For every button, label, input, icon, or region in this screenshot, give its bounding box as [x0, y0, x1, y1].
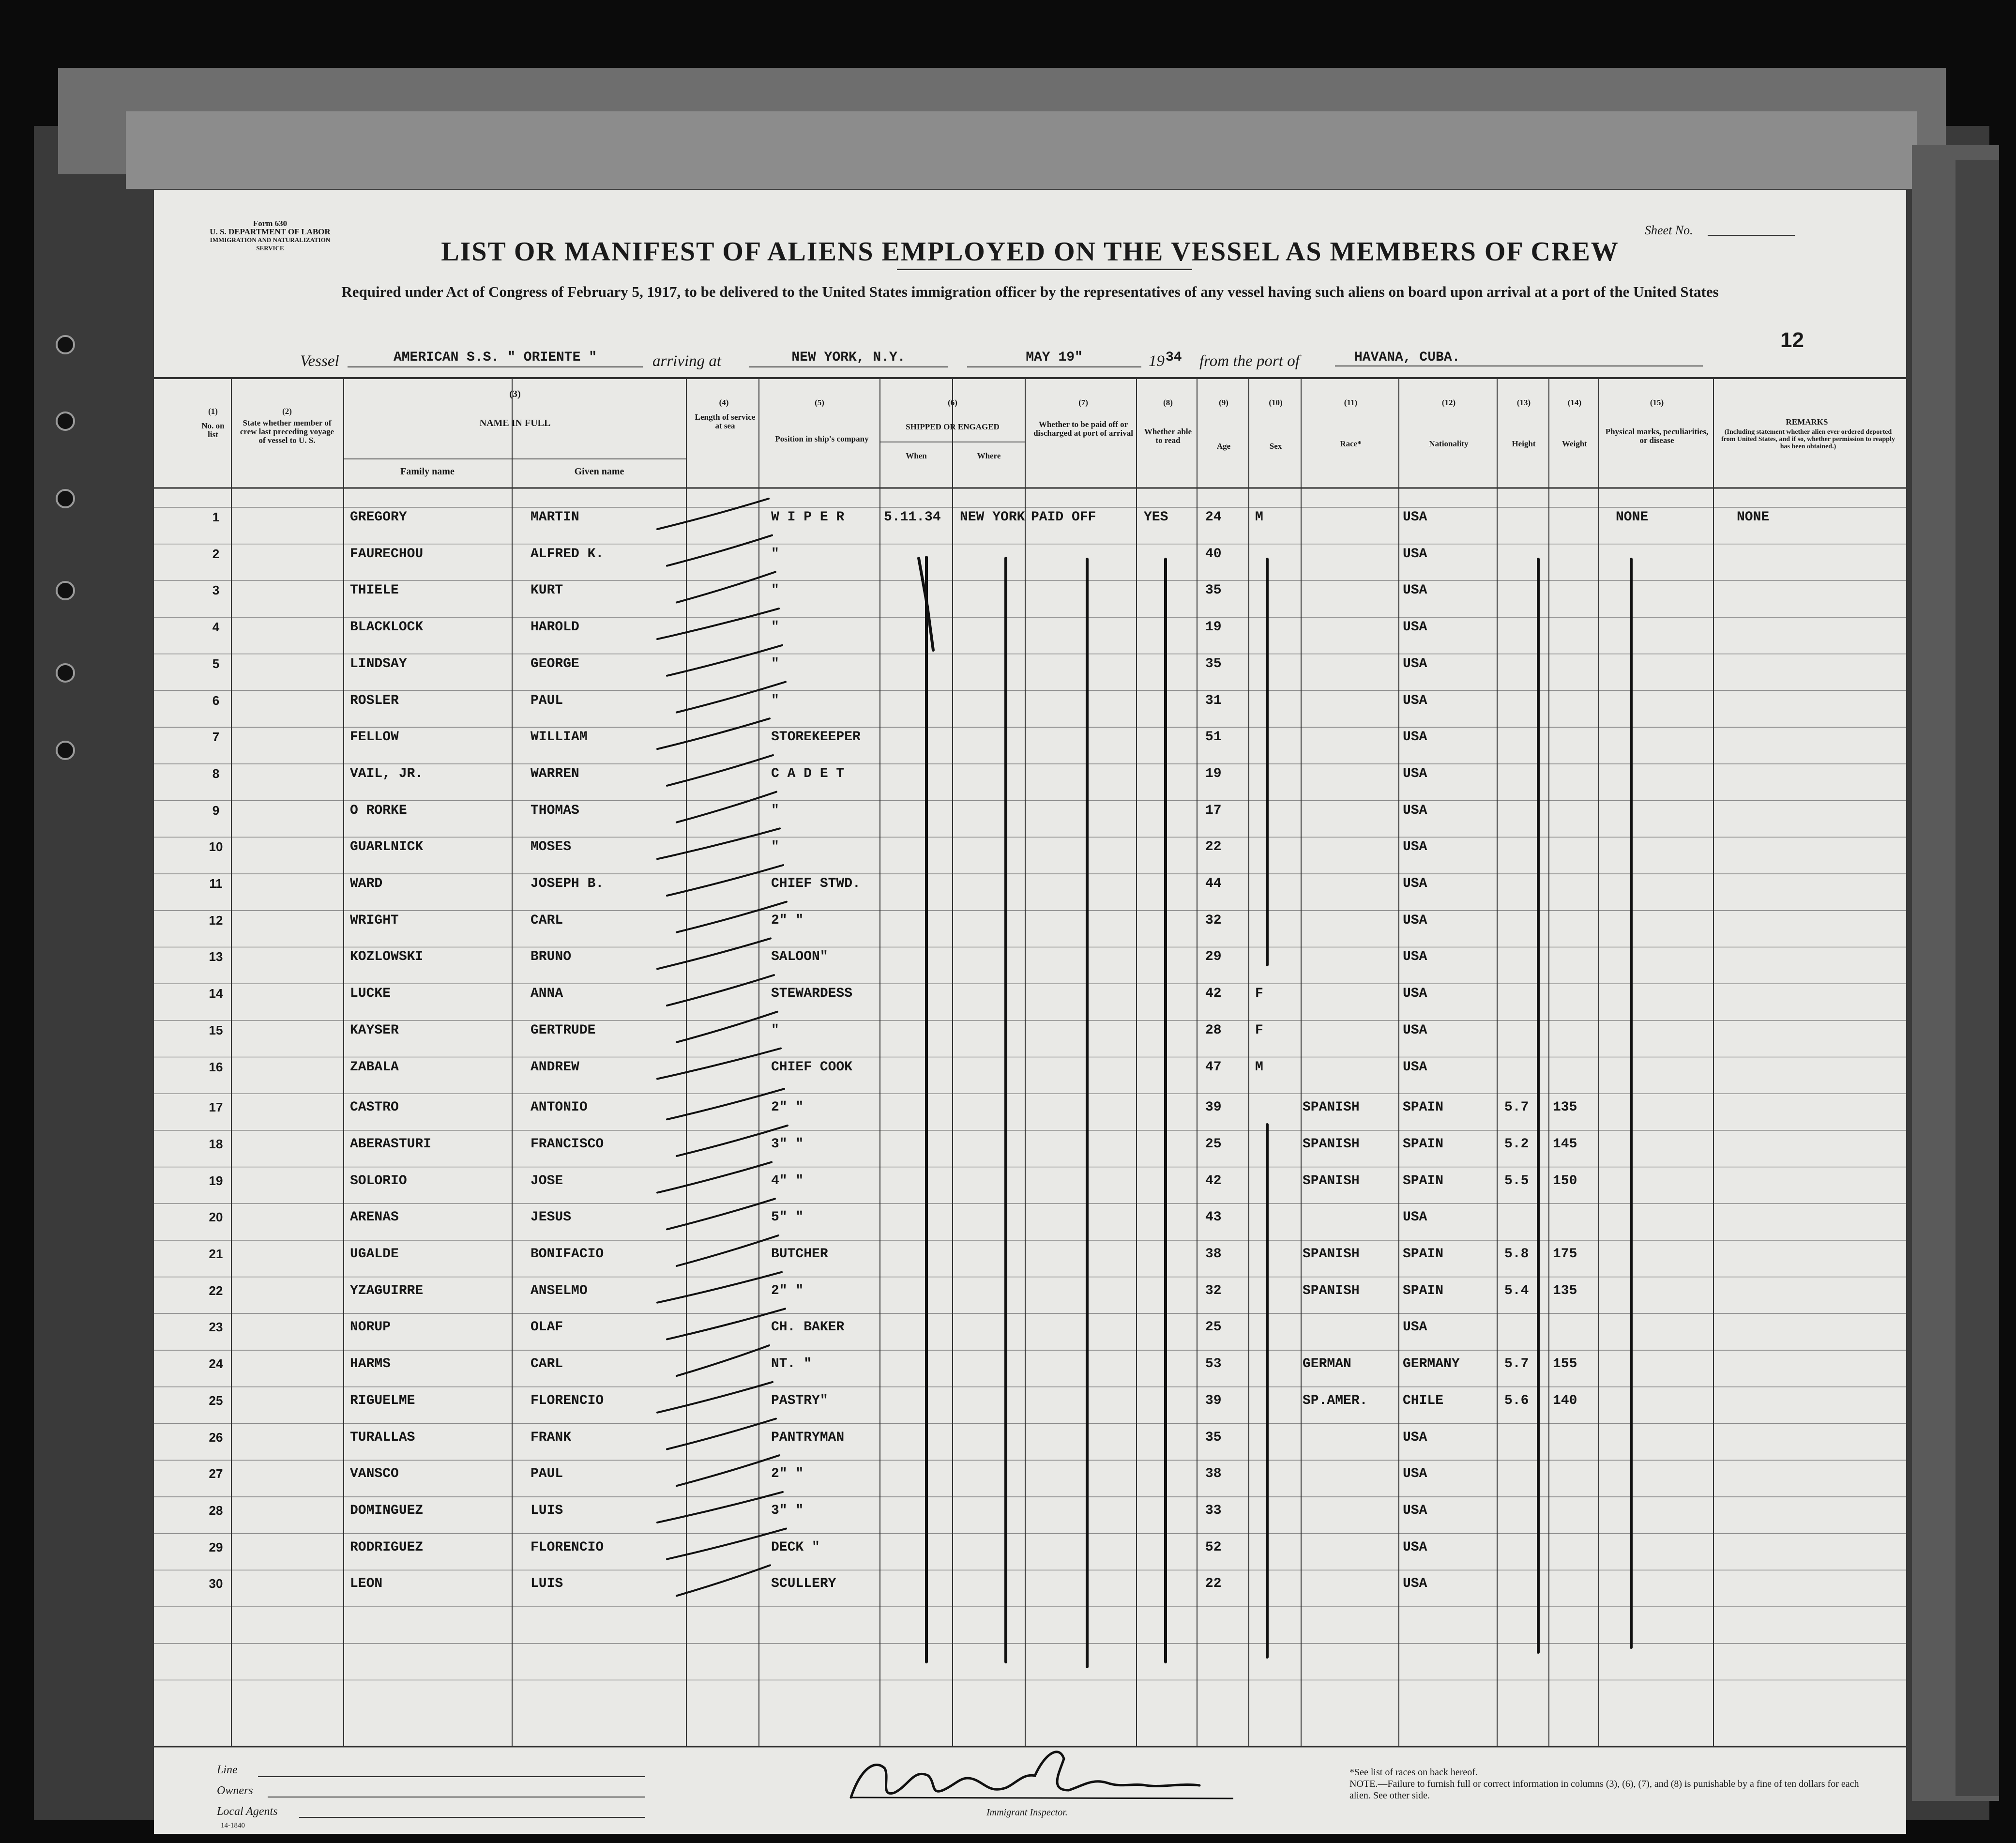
position-cell: CHIEF COOK	[771, 1059, 853, 1075]
nationality-cell: SPAIN	[1403, 1247, 1444, 1262]
position-cell: PASTRY"	[771, 1393, 828, 1408]
given-name-cell: MOSES	[531, 839, 572, 855]
position-cell: 5" "	[771, 1210, 804, 1225]
age-cell: 35	[1205, 656, 1222, 671]
race-cell: SPANISH	[1303, 1283, 1360, 1298]
race-cell: SP.AMER.	[1303, 1393, 1368, 1408]
family-name-cell: TURALLAS	[350, 1430, 415, 1445]
age-cell: 52	[1205, 1539, 1222, 1555]
length-of-service-check	[657, 828, 780, 859]
service-name: IMMIGRATION AND NATURALIZATION SERVICE	[210, 236, 331, 252]
position-cell: "	[771, 1022, 779, 1038]
race-cell: SPANISH	[1303, 1136, 1360, 1152]
position-cell: "	[771, 839, 779, 855]
age-cell: 47	[1205, 1059, 1222, 1075]
row-number: 15	[209, 1022, 223, 1037]
punch-hole	[56, 335, 75, 354]
age-cell: 39	[1205, 1100, 1222, 1115]
footer-agents-label: Local Agents	[217, 1805, 278, 1818]
row-number: 1	[212, 510, 220, 524]
length-of-service-check	[657, 938, 771, 969]
shipped-when-cell: 5.11.34	[884, 510, 941, 525]
nationality-cell: USA	[1403, 1503, 1427, 1518]
row-number: 4	[212, 620, 220, 635]
col8-header: Whether able to read	[1144, 427, 1192, 445]
length-of-service-check	[657, 1049, 781, 1079]
arrival-date: MAY 19"	[967, 350, 1141, 367]
position-cell: "	[771, 693, 779, 708]
length-of-service-check	[667, 755, 773, 786]
punch-hole	[56, 663, 75, 683]
col6b-header: Where	[977, 451, 1001, 460]
given-name-cell: LUIS	[531, 1503, 563, 1518]
length-of-service-check	[677, 572, 775, 602]
row-number: 5	[212, 656, 220, 671]
family-name-cell: GUARLNICK	[350, 839, 424, 855]
weight-cell: 175	[1553, 1247, 1577, 1262]
page-title: LIST OR MANIFEST OF ALIENS EMPLOYED ON THE VESSEL AS MEMBERS OF CREW	[441, 237, 1619, 267]
height-cell: 5.7	[1504, 1100, 1529, 1115]
family-name-cell: ARENAS	[350, 1210, 399, 1225]
row-number: 18	[209, 1136, 223, 1151]
position-cell: 2" "	[771, 1100, 804, 1115]
nationality-cell: USA	[1403, 620, 1427, 635]
arriving-at-label: arriving at	[652, 352, 722, 370]
col13-num: (13)	[1516, 398, 1531, 407]
nationality-cell: USA	[1403, 876, 1427, 891]
position-cell: 3" "	[771, 1503, 804, 1518]
length-of-service-check	[677, 1012, 777, 1042]
family-name-cell: LUCKE	[350, 986, 391, 1002]
age-cell: 17	[1205, 803, 1222, 818]
length-of-service-check	[667, 865, 783, 896]
position-cell: C A D E T	[771, 766, 845, 781]
row-number: 25	[209, 1393, 223, 1408]
length-of-service-check	[667, 535, 772, 566]
length-of-service-check	[657, 718, 770, 749]
row-number: 30	[209, 1576, 223, 1591]
row-number: 28	[209, 1503, 223, 1518]
given-name-cell: GERTRUDE	[531, 1022, 596, 1038]
nationality-cell: USA	[1403, 693, 1427, 708]
col10-num: (10)	[1269, 398, 1283, 407]
age-cell: 25	[1205, 1136, 1222, 1152]
given-name-cell: CARL	[531, 1356, 563, 1372]
nationality-cell: GERMANY	[1403, 1356, 1460, 1372]
age-cell: 38	[1205, 1466, 1222, 1482]
family-name-cell: ABERASTURI	[350, 1136, 432, 1152]
nationality-cell: USA	[1403, 656, 1427, 671]
col5-num: (5)	[815, 398, 824, 407]
row-number: 8	[212, 766, 220, 781]
nationality-cell: USA	[1403, 839, 1427, 855]
nationality-cell: USA	[1403, 1466, 1427, 1482]
form-number: Form 630	[253, 219, 288, 228]
col13-header: Height	[1512, 439, 1536, 448]
family-name-cell: BLACKLOCK	[350, 620, 424, 635]
position-cell: "	[771, 546, 779, 562]
nationality-cell: USA	[1403, 546, 1427, 562]
height-cell: 5.5	[1504, 1173, 1529, 1188]
family-name-cell: ROSLER	[350, 693, 399, 708]
sex-cell: M	[1255, 510, 1263, 525]
col4-num: (4)	[719, 398, 729, 407]
position-cell: NT. "	[771, 1356, 812, 1372]
family-name-cell: WARD	[350, 876, 383, 891]
age-cell: 35	[1205, 1430, 1222, 1445]
family-name-cell: WRIGHT	[350, 913, 399, 928]
given-name-cell: ANNA	[531, 986, 563, 1002]
length-of-service-check	[667, 975, 774, 1005]
family-name-cell: KAYSER	[350, 1022, 399, 1038]
row-number: 17	[209, 1100, 223, 1115]
height-cell: 5.6	[1504, 1393, 1529, 1408]
age-cell: 42	[1205, 986, 1222, 1002]
nationality-cell: USA	[1403, 1539, 1427, 1555]
row-number: 29	[209, 1539, 223, 1554]
manifest-sheet	[154, 190, 1906, 1834]
length-of-service-check	[677, 792, 776, 822]
position-cell: DECK "	[771, 1539, 820, 1555]
penalty-note: NOTE.—Failure to furnish full or correct information in columns (3), (6), (7), and (8) is punishable by a fine of ten dollars for each alien. See other side.	[1349, 1779, 1859, 1801]
col12-header: Nationality	[1429, 439, 1469, 448]
position-cell: "	[771, 620, 779, 635]
page-number: 12	[1780, 328, 1804, 352]
family-name-cell: UGALDE	[350, 1247, 399, 1262]
family-name-cell: LEON	[350, 1576, 383, 1592]
age-cell: 32	[1205, 1283, 1222, 1298]
family-name-cell: LINDSAY	[350, 656, 407, 671]
given-name-cell: PAUL	[531, 1466, 563, 1482]
age-cell: 43	[1205, 1210, 1222, 1225]
given-name-cell: KURT	[531, 583, 563, 598]
arriving-at-value: NEW YORK, N.Y.	[749, 350, 948, 367]
nationality-cell: USA	[1403, 949, 1427, 965]
position-cell: 2" "	[771, 1283, 804, 1298]
length-of-service-check	[667, 645, 782, 676]
family-name-cell: FELLOW	[350, 730, 399, 745]
given-name-cell: BONIFACIO	[531, 1247, 604, 1262]
row-number: 26	[209, 1430, 223, 1445]
sex-cell: F	[1255, 1022, 1263, 1038]
nationality-cell: USA	[1403, 1430, 1427, 1445]
family-name-cell: NORUP	[350, 1320, 391, 1335]
sheet-no-label: Sheet No.	[1645, 223, 1693, 237]
vessel-label: Vessel	[300, 352, 339, 370]
row-number: 7	[212, 730, 220, 745]
col3-num: (3)	[509, 389, 521, 399]
given-name-cell: LUIS	[531, 1576, 563, 1592]
footer-line-label: Line	[217, 1764, 238, 1776]
punch-hole	[56, 489, 75, 508]
page-stack-edge-inner	[126, 111, 1917, 189]
position-cell: "	[771, 656, 779, 671]
length-of-service-check	[677, 902, 787, 932]
col4-header: Length of service at sea	[695, 412, 756, 430]
family-name-cell: CASTRO	[350, 1100, 399, 1115]
punch-hole	[56, 411, 75, 431]
given-name-cell: THOMAS	[531, 803, 579, 818]
row-number: 13	[209, 949, 223, 964]
able-to-read-cell: YES	[1144, 510, 1168, 525]
paid-off-cell: PAID OFF	[1031, 510, 1096, 525]
vessel-name: AMERICAN S.S. " ORIENTE "	[348, 350, 643, 367]
col7-num: (7)	[1078, 398, 1088, 407]
col9-num: (9)	[1219, 398, 1228, 407]
position-cell: SALOON"	[771, 949, 828, 965]
col5-header: Position in ship's company	[775, 434, 869, 443]
family-name-cell: DOMINGUEZ	[350, 1503, 424, 1518]
height-cell: 5.4	[1504, 1283, 1529, 1298]
given-name-cell: OLAF	[531, 1320, 563, 1335]
page-subtitle: Required under Act of Congress of February 5, 1917, to be delivered to the United States immigration officer by the representatives of any vessel having such aliens on board upon arrival at a port of the United States	[341, 283, 1719, 300]
position-cell: 2" "	[771, 913, 804, 928]
year-suffix: 34	[1166, 350, 1182, 365]
position-cell: STOREKEEPER	[771, 730, 861, 745]
col6-header: SHIPPED OR ENGAGED	[906, 422, 1000, 431]
year-prefix: 19	[1149, 352, 1165, 370]
weight-cell: 150	[1553, 1173, 1577, 1188]
given-name-cell: ANDREW	[531, 1059, 579, 1075]
col16-header: REMARKS	[1786, 417, 1828, 426]
col16-subheader: (Including statement whether alien ever ordered deported from United States, and if so, whether permission to reapply has been obtained.)	[1721, 428, 1895, 450]
col1-header: No. on list	[201, 421, 225, 439]
height-cell: 5.8	[1504, 1247, 1529, 1262]
nationality-cell: USA	[1403, 1022, 1427, 1038]
given-name-cell: JOSE	[531, 1173, 563, 1188]
age-cell: 53	[1205, 1356, 1222, 1372]
position-cell: W I P E R	[771, 510, 845, 525]
row-number: 20	[209, 1210, 223, 1225]
col11-num: (11)	[1344, 398, 1358, 407]
position-cell: PANTRYMAN	[771, 1430, 845, 1445]
given-name-cell: PAUL	[531, 693, 563, 708]
given-name-cell: MARTIN	[531, 510, 579, 525]
nationality-cell: USA	[1403, 986, 1427, 1002]
row-number: 22	[209, 1283, 223, 1298]
row-number: 16	[209, 1059, 223, 1074]
race-cell: SPANISH	[1303, 1173, 1360, 1188]
weight-cell: 155	[1553, 1356, 1577, 1372]
nationality-cell: SPAIN	[1403, 1173, 1444, 1188]
given-name-cell: BRUNO	[531, 949, 572, 965]
given-name-cell: GEORGE	[531, 656, 579, 671]
family-name-cell: ZABALA	[350, 1059, 399, 1075]
family-name-cell: RODRIGUEZ	[350, 1539, 424, 1555]
given-name-cell: JOSEPH B.	[531, 876, 604, 891]
age-cell: 35	[1205, 583, 1222, 598]
col3a-header: Family name	[400, 466, 455, 477]
family-name-cell: VAIL, JR.	[350, 766, 424, 781]
age-cell: 22	[1205, 839, 1222, 855]
nationality-cell: SPAIN	[1403, 1100, 1444, 1115]
position-cell: CHIEF STWD.	[771, 876, 861, 891]
row-number: 2	[212, 546, 220, 561]
nationality-cell: USA	[1403, 1059, 1427, 1075]
position-cell: 3" "	[771, 1136, 804, 1152]
col1-num: (1)	[208, 407, 218, 416]
footer-line-blank	[258, 1776, 645, 1777]
col6a-header: When	[906, 451, 927, 460]
family-name-cell: VANSCO	[350, 1466, 399, 1482]
family-name-cell: KOZLOWSKI	[350, 949, 424, 965]
weight-cell: 140	[1553, 1393, 1577, 1408]
position-cell: "	[771, 583, 779, 598]
family-name-cell: O RORKE	[350, 803, 407, 818]
nationality-cell: SPAIN	[1403, 1136, 1444, 1152]
col8-num: (8)	[1163, 398, 1173, 407]
family-name-cell: HARMS	[350, 1356, 391, 1372]
row-number: 10	[209, 839, 223, 854]
footer-agents-blank	[299, 1817, 645, 1818]
col14-num: (14)	[1567, 398, 1582, 407]
row-number: 24	[209, 1356, 223, 1371]
nationality-cell: USA	[1403, 583, 1427, 598]
inspector-label: Immigrant Inspector.	[986, 1807, 1068, 1818]
height-cell: 5.2	[1504, 1136, 1529, 1152]
age-cell: 32	[1205, 913, 1222, 928]
footer-form-code: 14-1840	[221, 1822, 245, 1829]
nationality-cell: SPAIN	[1403, 1283, 1444, 1298]
age-cell: 42	[1205, 1173, 1222, 1188]
col12-num: (12)	[1441, 398, 1456, 407]
family-name-cell: GREGORY	[350, 510, 407, 525]
nationality-cell: CHILE	[1403, 1393, 1444, 1408]
age-cell: 22	[1205, 1576, 1222, 1592]
given-name-cell: FLORENCIO	[531, 1393, 604, 1408]
row-number: 12	[209, 913, 223, 928]
given-name-cell: CARL	[531, 913, 563, 928]
given-name-cell: ALFRED K.	[531, 546, 604, 562]
row-number: 9	[212, 803, 220, 818]
family-name-cell: SOLORIO	[350, 1173, 407, 1188]
age-cell: 38	[1205, 1247, 1222, 1262]
punch-hole	[56, 581, 75, 600]
position-cell: 2" "	[771, 1466, 804, 1482]
given-name-cell: ANSELMO	[531, 1283, 588, 1298]
age-cell: 44	[1205, 876, 1222, 891]
col14-header: Weight	[1562, 439, 1587, 448]
col2-header: State whether member of crew last preceding voyage of vessel to U. S.	[240, 418, 334, 445]
nationality-cell: USA	[1403, 510, 1427, 525]
age-cell: 28	[1205, 1022, 1222, 1038]
row-number: 11	[209, 876, 223, 891]
row-number: 23	[209, 1320, 223, 1335]
row-number: 21	[209, 1247, 223, 1261]
weight-cell: 145	[1553, 1136, 1577, 1152]
from-port-value: HAVANA, CUBA.	[1335, 350, 1703, 366]
age-cell: 19	[1205, 620, 1222, 635]
race-note: *See list of races on back hereof.	[1349, 1767, 1478, 1778]
row-number: 27	[209, 1466, 223, 1481]
punch-hole	[56, 741, 75, 760]
col15-header: Physical marks, peculiarities, or disease	[1605, 427, 1709, 445]
position-cell: "	[771, 803, 779, 818]
nationality-cell: USA	[1403, 1576, 1427, 1592]
col10-header: Sex	[1269, 442, 1282, 451]
position-cell: STEWARDESS	[771, 986, 853, 1002]
nationality-cell: USA	[1403, 766, 1427, 781]
row-number: 3	[212, 583, 220, 598]
family-name-cell: RIGUELME	[350, 1393, 415, 1408]
position-cell: CH. BAKER	[771, 1320, 845, 1335]
right-binder-shadow	[1955, 160, 1999, 1796]
given-name-cell: FRANCISCO	[531, 1136, 604, 1152]
row-number: 14	[209, 986, 223, 1001]
given-name-cell: WILLIAM	[531, 730, 588, 745]
department-name: U. S. DEPARTMENT OF LABOR	[210, 227, 331, 236]
age-cell: 31	[1205, 693, 1222, 708]
position-cell: SCULLERY	[771, 1576, 836, 1592]
race-cell: SPANISH	[1303, 1247, 1360, 1262]
age-cell: 25	[1205, 1320, 1222, 1335]
race-cell: GERMAN	[1303, 1356, 1351, 1372]
age-cell: 33	[1205, 1503, 1222, 1518]
given-name-cell: HAROLD	[531, 620, 579, 635]
nationality-cell: USA	[1403, 1320, 1427, 1335]
height-cell: 5.7	[1504, 1356, 1529, 1372]
weight-cell: 135	[1553, 1283, 1577, 1298]
footer-owners-label: Owners	[217, 1784, 253, 1797]
race-cell: SPANISH	[1303, 1100, 1360, 1115]
nationality-cell: USA	[1403, 913, 1427, 928]
position-cell: 4" "	[771, 1173, 804, 1188]
col15-num: (15)	[1650, 398, 1664, 407]
position-cell: BUTCHER	[771, 1247, 828, 1262]
length-of-service-check	[657, 609, 779, 639]
age-cell: 19	[1205, 766, 1222, 781]
age-cell: 24	[1205, 510, 1222, 525]
given-name-cell: FRANK	[531, 1430, 572, 1445]
given-name-cell: FLORENCIO	[531, 1539, 604, 1555]
family-name-cell: FAURECHOU	[350, 546, 424, 562]
col9-header: Age	[1216, 442, 1231, 451]
nationality-cell: USA	[1403, 803, 1427, 818]
nationality-cell: USA	[1403, 730, 1427, 745]
shipped-where-cell: NEW YORK	[960, 510, 1025, 525]
age-cell: 51	[1205, 730, 1222, 745]
nationality-cell: USA	[1403, 1210, 1427, 1225]
age-cell: 40	[1205, 546, 1222, 562]
row-number: 19	[209, 1173, 223, 1188]
col6-num: (6)	[948, 398, 957, 407]
remarks-cell: NONE	[1737, 510, 1770, 525]
given-name-cell: ANTONIO	[531, 1100, 588, 1115]
family-name-cell: YZAGUIRRE	[350, 1283, 424, 1298]
length-of-service-check	[677, 682, 786, 713]
row-number: 6	[212, 693, 220, 708]
weight-cell: 135	[1553, 1100, 1577, 1115]
age-cell: 39	[1205, 1393, 1222, 1408]
given-name-cell: JESUS	[531, 1210, 572, 1225]
col3-header: NAME IN FULL	[479, 418, 551, 428]
family-name-cell: THIELE	[350, 583, 399, 598]
col11-header: Race*	[1340, 439, 1362, 448]
sex-cell: F	[1255, 986, 1263, 1002]
col7-header: Whether to be paid off or discharged at port of arrival	[1033, 420, 1133, 438]
length-of-service-check	[657, 499, 769, 529]
sex-cell: M	[1255, 1059, 1263, 1075]
age-cell: 29	[1205, 949, 1222, 965]
from-port-label: from the port of	[1199, 352, 1300, 370]
physical-marks-cell: NONE	[1616, 510, 1649, 525]
col2-num: (2)	[282, 407, 292, 416]
col3b-header: Given name	[574, 466, 624, 477]
given-name-cell: WARREN	[531, 766, 579, 781]
